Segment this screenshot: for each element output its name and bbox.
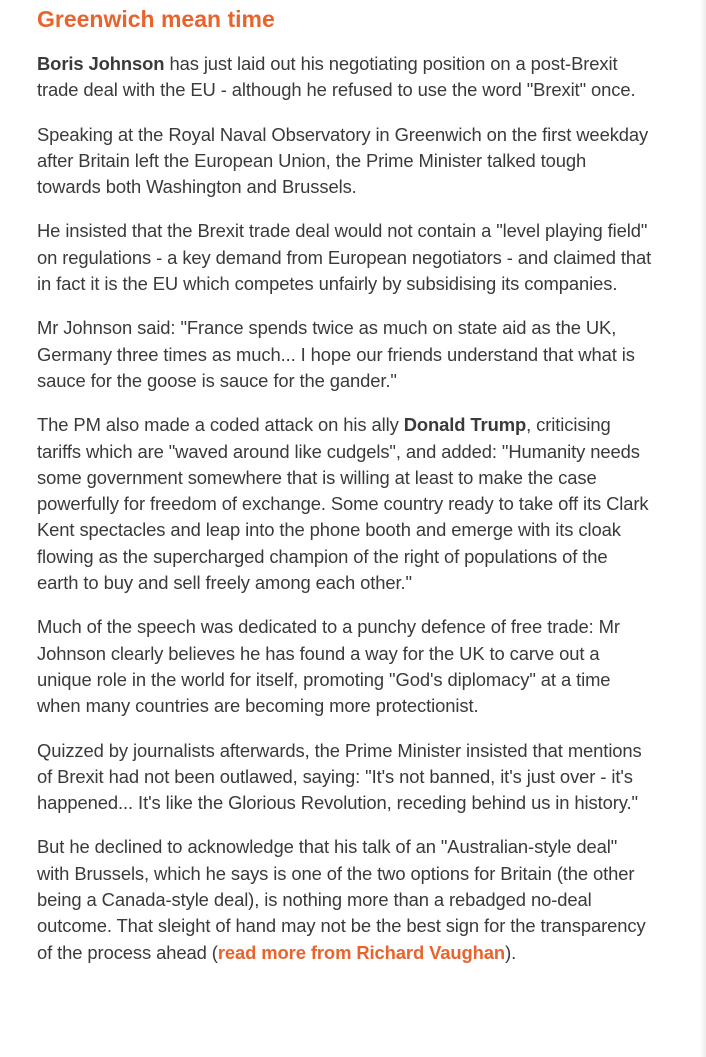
read-more-link[interactable]: read more from Richard Vaughan: [217, 941, 506, 963]
paragraph-1: [37, 51, 653, 104]
paragraph-8: [37, 834, 653, 965]
paragraph-5-text-after: , criticising tariffs which are "waved around like cudgels", and added: "Humanity needs some government somewhere that is willing at least to make the case powerfully for freedom of exchange. Some country ready to take off its Clark Kent spectacles and leap into the phone booth and emerge with its cloak flowing as the supercharged champion of the right of populations of the earth to buy and sell freely among each other.": [37, 414, 649, 594]
page-edge-shadow: [700, 0, 706, 1057]
article-headline: Greenwich mean time: [37, 6, 275, 32]
paragraph-4: Mr Johnson said: "France spends twice as much on state aid as the UK, Germany three times as much... I hope our friends understand that what is sauce for the goose is sauce for the gander.": [37, 317, 635, 391]
paragraph-3: He insisted that the Brexit trade deal would not contain a "level playing field" on regulations - a key demand from European negotiators - and claimed that in fact it is the EU which competes unfairly by subsidising its companies.: [37, 220, 652, 295]
paragraph-8-end: ).: [505, 941, 517, 963]
person-name-donald-trump: Donald Trump: [403, 414, 527, 436]
paragraph-5: [37, 412, 653, 596]
person-name-boris-johnson: Boris Johnson: [37, 53, 165, 74]
paragraph-2: Speaking at the Royal Naval Observatory in Greenwich on the first weekday after Britain left the European Union, the Prime Minister talked tough towards both Washington and Brussels.: [37, 123, 649, 198]
paragraph-5-text-before: The PM also made a coded attack on his ally: [37, 414, 404, 436]
paragraph-7: Quizzed by journalists afterwards, the Prime Minister insisted that mentions of Brexit had not been outlawed, saying: "It's not banned, it's just over - it's happened... It's like the Glorious Revolution, receding behind us in history.": [37, 739, 642, 814]
paragraph-1-text: has just laid out his negotiating position on a post-Brexit trade deal with the EU - although he refused to use the word "Brexit" once.: [37, 53, 636, 101]
paragraph-8-text: But he declined to acknowledge that his talk of an "Australian-style deal" with Brussels, which he says is one of the two options for Britain (the other being a Canada-style deal), is nothing more than a rebadged no-deal outcome. That sleight of hand may not be the best sign for the transparency of the process ahead (: [37, 836, 646, 963]
paragraph-6: Much of the speech was dedicated to a punchy defence of free trade: Mr Johnson clearly believes he has found a way for the UK to carve out a unique role in the world for itself, promoting "God's diplomacy" at a time when many countries are becoming more protectionist.: [37, 616, 620, 717]
article-body: [37, 0, 653, 966]
